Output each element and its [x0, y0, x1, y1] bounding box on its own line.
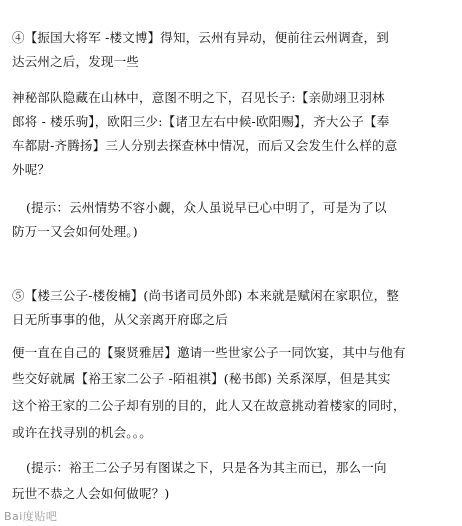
- section-4-line-5: 车都尉-齐腾扬】三人分别去探查林中情况，而后又会发生什么样的意: [12, 138, 398, 153]
- section-5-hint-line-2: 玩世不恭之人会如何做呢？): [12, 486, 170, 501]
- section-4-line-3: 神秘部队隐藏在山林中，意图不明之下，召见长子:【亲勋翊卫羽林: [12, 90, 385, 105]
- section-4-hint-line-2: 防万一又会如何处理。): [12, 224, 138, 239]
- section-4-line-2: 达云州之后，发现一些: [12, 54, 140, 69]
- section-5-line-2: 日无所事事的他，从父亲离开府邸之后: [12, 312, 228, 327]
- section-5-line-1: ⑤【楼三公子-楼俊楠】(尚书诸司员外郎) 本来就是赋闲在家职位，整: [12, 288, 400, 303]
- section-5-line-4: 些交好就属【裕王家二公子 -陌祖祺】(秘书郎) 关系深厚，但是其实: [12, 371, 391, 386]
- section-5-hint-line-1: (提示：裕王二公子另有图谋之下，只是各为其主而已，那么一向: [26, 460, 387, 475]
- section-4-line-1: ④【振国大将军 -楼文博】得知，云州有异动，便前往云州调查，到: [12, 30, 389, 45]
- section-4-line-4: 郎将 - 楼乐驹】，欧阳三少:【诸卫左右中候-欧阳赐】，齐大公子【奉: [12, 114, 390, 129]
- section-4-hint-line-1: (提示：云州情势不容小觑，众人虽说早已心中明了，可是为了以: [26, 200, 387, 215]
- section-5-line-5: 这个裕王家的二公子却有别的目的，此人又在故意挑动着楼家的同时，: [12, 398, 406, 413]
- section-5-line-6: 或许在找寻别的机会。。。: [12, 425, 152, 440]
- baidu-tieba-watermark: Bai度贴吧: [4, 510, 58, 523]
- section-5-line-3: 便一直在自己的【聚贤雅居】邀请一些世家公子一同饮宴，其中与他有: [12, 345, 406, 360]
- section-4-line-6: 外呢？: [12, 162, 51, 177]
